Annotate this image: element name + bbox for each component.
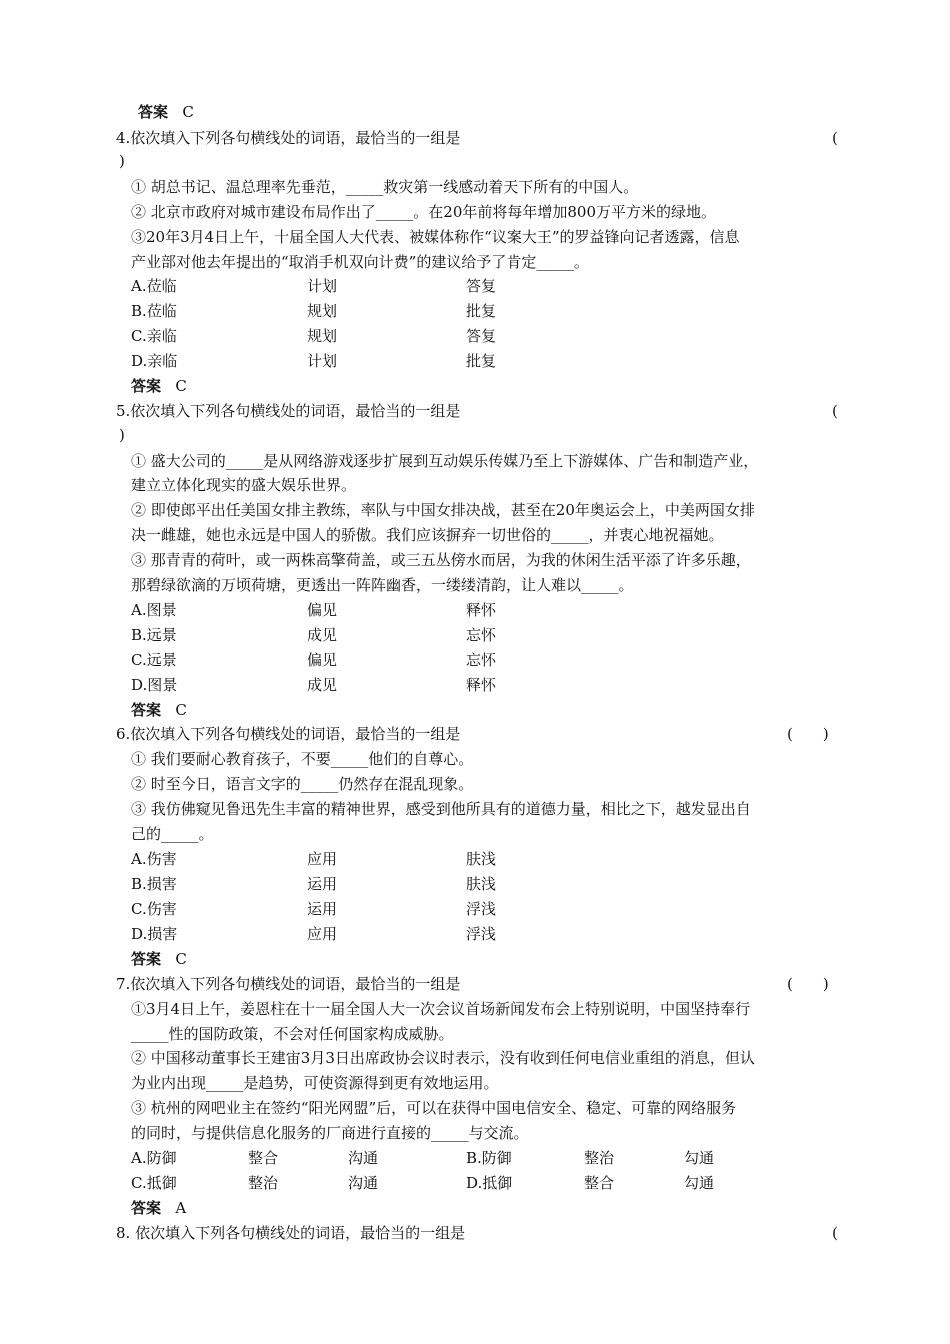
q4-option-d-3: 批复 bbox=[466, 352, 497, 370]
q7-sentence-3b: 的同时，与提供信息化服务的厂商进行直接的_____与交流。 bbox=[131, 1124, 529, 1142]
q7-sentence-1b: _____性的国防政策，不会对任何国家构成威胁。 bbox=[131, 1025, 454, 1043]
q5-sentence-2b: 决一雌雄，她也永远是中国人的骄傲。我们应该摒弃一切世俗的_____，并衷心地祝福她。 bbox=[131, 526, 724, 544]
q7-option-a-3: 沟通 bbox=[348, 1149, 379, 1167]
q6-option-a-3: 肤浅 bbox=[466, 850, 497, 868]
q5-sentence-3b: 那碧绿欲滴的万顷荷塘，更透出一阵阵幽香，一缕缕清韵，让人难以_____。 bbox=[131, 576, 634, 594]
q7-option-c-3: 沟通 bbox=[348, 1174, 379, 1192]
q4-paren-close: ) bbox=[119, 152, 125, 170]
q7-stem: 7.依次填入下列各句横线处的词语，最恰当的一组是 bbox=[116, 975, 461, 993]
q5-option-d-2: 成见 bbox=[307, 676, 338, 694]
q6-sentence-1: ① 我们要耐心教育孩子，不要_____他们的自尊心。 bbox=[131, 750, 474, 768]
q7-sentence-3a: ③ 杭州的网吧业主在签约“阳光网盟”后，可以在获得中国电信安全、稳定、可靠的网络服务 bbox=[131, 1099, 737, 1117]
q8-paren-open: ( bbox=[832, 1224, 838, 1242]
answer-value: C bbox=[175, 701, 187, 719]
answer-value: C bbox=[175, 377, 187, 395]
q7-option-c-2: 整治 bbox=[248, 1174, 279, 1192]
q5-sentence-2a: ② 即使郎平出任美国女排主教练，率队与中国女排决战，甚至在20年奥运会上，中美两国女排 bbox=[131, 501, 755, 519]
q5-answer-line bbox=[131, 700, 187, 720]
q4-option-d-2: 计划 bbox=[307, 352, 338, 370]
q4-option-c: C.亲临 bbox=[131, 327, 177, 345]
q5-sentence-1a: ① 盛大公司的_____是从网络游戏逐步扩展到互动娱乐传媒乃至上下游媒体、广告和制造产业， bbox=[131, 452, 759, 470]
q6-sentence-2: ② 时至今日，语言文字的_____仍然存在混乱现象。 bbox=[131, 775, 474, 793]
q6-answer-line bbox=[131, 949, 187, 969]
q6-sentence-3a: ③ 我仿佛窥见鲁迅先生丰富的精神世界，感受到他所具有的道德力量，相比之下，越发显出自 bbox=[131, 800, 751, 818]
q5-option-d-3: 释怀 bbox=[466, 676, 497, 694]
answer-value: A bbox=[175, 1199, 187, 1217]
q4-option-b-3: 批复 bbox=[466, 302, 497, 320]
q5-option-c-2: 偏见 bbox=[307, 651, 338, 669]
q4-answer-line bbox=[131, 376, 187, 396]
q7-option-b-2: 整治 bbox=[584, 1149, 615, 1167]
q7-sentence-2a: ② 中国移动董事长王建宙3月3日出席政协会议时表示，没有收到任何电信业重组的消息，但认 bbox=[131, 1049, 755, 1067]
q5-sentence-3a: ③ 那青青的荷叶，或一两株高擎荷盖，或三五丛傍水而居，为我的休闲生活平添了许多乐趣， bbox=[131, 551, 751, 569]
answer-value: C bbox=[175, 950, 187, 968]
q6-paren: ( ) bbox=[787, 725, 829, 743]
answer-label: 答案 bbox=[131, 377, 162, 395]
q4-sentence-2: ② 北京市政府对城市建设布局作出了_____。在20年前将每年增加800万平方米的绿地。 bbox=[131, 203, 716, 221]
q6-sentence-3b: 己的_____。 bbox=[131, 825, 214, 843]
q5-option-b-3: 忘怀 bbox=[466, 626, 497, 644]
q3-answer-line bbox=[138, 102, 194, 122]
q6-option-c-2: 运用 bbox=[307, 900, 338, 918]
q4-option-c-3: 答复 bbox=[466, 327, 497, 345]
q4-option-a-2: 计划 bbox=[307, 277, 338, 295]
q7-option-c: C.抵御 bbox=[131, 1174, 177, 1192]
q4-option-b-2: 规划 bbox=[307, 302, 338, 320]
q6-option-c-3: 浮浅 bbox=[466, 900, 497, 918]
q5-option-b: B.远景 bbox=[131, 626, 177, 644]
q5-paren-open: ( bbox=[832, 402, 838, 420]
q7-option-d: D.抵御 bbox=[466, 1174, 513, 1192]
q7-option-a-2: 整合 bbox=[248, 1149, 279, 1167]
q7-paren: ( ) bbox=[787, 975, 829, 993]
q5-option-a: A.图景 bbox=[131, 601, 177, 619]
q4-sentence-3a: ③20年3月4日上午，十届全国人大代表、被媒体称作“议案大王”的罗益锋向记者透露，信息 bbox=[131, 228, 740, 246]
answer-label: 答案 bbox=[131, 950, 162, 968]
q6-option-d-2: 应用 bbox=[307, 925, 338, 943]
q4-sentence-3b: 产业部对他去年提出的“取消手机双向计费”的建议给予了肯定_____。 bbox=[131, 253, 589, 271]
q6-option-c: C.伤害 bbox=[131, 900, 177, 918]
q5-option-b-2: 成见 bbox=[307, 626, 338, 644]
q4-option-a-3: 答复 bbox=[466, 277, 497, 295]
answer-label: 答案 bbox=[131, 701, 162, 719]
q6-option-d: D.损害 bbox=[131, 925, 178, 943]
q4-sentence-1: ① 胡总书记、温总理率先垂范，_____救灾第一线感动着天下所有的中国人。 bbox=[131, 178, 639, 196]
q7-option-a: A.防御 bbox=[131, 1149, 177, 1167]
answer-label: 答案 bbox=[138, 103, 169, 121]
q6-option-a: A.伤害 bbox=[131, 850, 177, 868]
q4-option-d: D.亲临 bbox=[131, 352, 178, 370]
q5-paren-close: ) bbox=[119, 426, 125, 444]
q6-option-b-2: 运用 bbox=[307, 875, 338, 893]
q7-option-b: B.防御 bbox=[466, 1149, 512, 1167]
q7-option-d-2: 整合 bbox=[584, 1174, 615, 1192]
q7-sentence-1a: ①3月4日上午，姜恩柱在十一届全国人大一次会议首场新闻发布会上特别说明，中国坚持奉行 bbox=[131, 1000, 751, 1018]
q6-option-d-3: 浮浅 bbox=[466, 925, 497, 943]
q7-sentence-2b: 为业内出现_____是趋势，可使资源得到更有效地运用。 bbox=[131, 1074, 499, 1092]
q5-option-a-2: 偏见 bbox=[307, 601, 338, 619]
q5-stem: 5.依次填入下列各句横线处的词语，最恰当的一组是 bbox=[116, 402, 461, 420]
answer-label: 答案 bbox=[131, 1199, 162, 1217]
q6-option-b: B.损害 bbox=[131, 875, 177, 893]
q5-option-c: C.远景 bbox=[131, 651, 177, 669]
q6-option-a-2: 应用 bbox=[307, 850, 338, 868]
answer-value: C bbox=[182, 103, 194, 121]
q4-option-b: B.莅临 bbox=[131, 302, 177, 320]
q7-option-b-3: 勾通 bbox=[684, 1149, 715, 1167]
q6-stem: 6.依次填入下列各句横线处的词语，最恰当的一组是 bbox=[116, 725, 461, 743]
q4-stem: 4.依次填入下列各句横线处的词语，最恰当的一组是 bbox=[116, 129, 461, 147]
q7-option-d-3: 勾通 bbox=[684, 1174, 715, 1192]
q6-option-b-3: 肤浅 bbox=[466, 875, 497, 893]
q5-option-a-3: 释怀 bbox=[466, 601, 497, 619]
q4-option-a: A.莅临 bbox=[131, 277, 177, 295]
q5-option-c-3: 忘怀 bbox=[466, 651, 497, 669]
q4-paren-open: ( bbox=[832, 129, 838, 147]
q7-answer-line bbox=[131, 1198, 186, 1218]
q8-stem: 8. 依次填入下列各句横线处的词语，最恰当的一组是 bbox=[116, 1224, 466, 1242]
q5-sentence-1b: 建立立体化现实的盛大娱乐世界。 bbox=[131, 476, 357, 494]
q4-option-c-2: 规划 bbox=[307, 327, 338, 345]
q5-option-d: D.图景 bbox=[131, 676, 178, 694]
